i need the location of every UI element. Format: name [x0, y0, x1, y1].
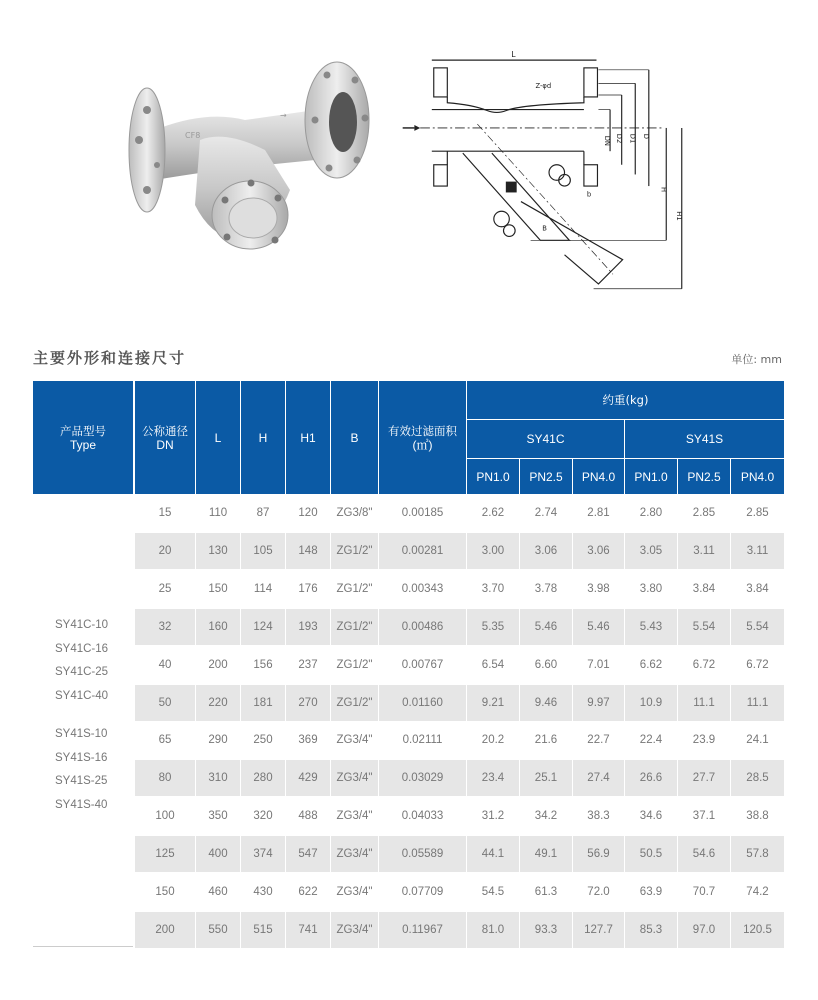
cell-weight: 3.06 — [573, 533, 624, 569]
cell-weight: 3.06 — [520, 533, 572, 569]
cell-h1: 176 — [298, 582, 318, 595]
header-pn: PN4.0 — [573, 459, 624, 494]
svg-text:b: b — [586, 190, 592, 199]
cell-weight: 2.74 — [534, 507, 558, 519]
svg-text:CF8: CF8 — [185, 131, 201, 140]
cell-dn: 50 — [135, 685, 195, 721]
cell-weight: 120.5 — [731, 912, 784, 948]
header-l: L — [196, 381, 240, 494]
cell-weight: 70.7 — [692, 886, 716, 898]
header-group-sy41c: SY41C — [467, 420, 624, 458]
cell-weight: 34.2 — [534, 810, 558, 823]
cell-l: 460 — [208, 886, 228, 898]
cell-weight: 63.9 — [639, 886, 663, 898]
cell-area: 0.00343 — [401, 582, 444, 595]
cell-h: 515 — [241, 912, 285, 948]
type-item: SY41S-25 — [55, 775, 108, 787]
header-b: B — [331, 381, 378, 494]
cell-weight: 9.21 — [467, 685, 519, 721]
cell-weight: 127.7 — [573, 912, 624, 948]
cell-dn: 125 — [135, 836, 195, 872]
cell-dn: 32 — [135, 609, 195, 645]
cell-area: 0.01160 — [379, 685, 466, 721]
cell-weight: 28.5 — [731, 760, 784, 796]
header-h: H — [241, 381, 285, 494]
cell-h1: 148 — [286, 533, 330, 569]
cell-weight: 31.2 — [481, 810, 505, 823]
table-row — [33, 722, 784, 758]
cell-h: 156 — [253, 658, 273, 671]
cell-weight: 49.1 — [520, 836, 572, 872]
cell-h: 181 — [241, 685, 285, 721]
cell-dn: 15 — [158, 507, 172, 519]
cell-weight: 9.46 — [520, 685, 572, 721]
cell-h: 114 — [253, 582, 273, 595]
svg-text:D: D — [641, 133, 650, 139]
cell-h1: 547 — [286, 836, 330, 872]
table-row — [33, 609, 784, 645]
type-item: SY41S-10 — [55, 728, 108, 740]
cell-dn: 65 — [158, 734, 172, 747]
header-pn: PN4.0 — [731, 459, 784, 494]
cell-h1: 369 — [298, 734, 318, 747]
cell-weight: 20.2 — [481, 734, 505, 747]
cell-weight: 57.8 — [731, 836, 784, 872]
cell-weight: 7.01 — [587, 658, 610, 671]
dimension-drawing — [395, 45, 705, 300]
cell-weight: 11.1 — [678, 685, 730, 721]
type-item: SY41S-16 — [55, 751, 108, 764]
cell-area: 0.05589 — [379, 836, 466, 872]
cell-weight: 5.54 — [731, 609, 784, 645]
cell-h1: 741 — [286, 912, 330, 948]
header-pn: PN2.5 — [520, 459, 572, 494]
cell-weight: 22.4 — [639, 734, 663, 747]
cell-l: 160 — [196, 609, 240, 645]
cell-h: 87 — [256, 507, 270, 519]
table-row — [33, 685, 784, 721]
cell-b: ZG3/4" — [331, 912, 378, 948]
cell-weight: 10.9 — [625, 685, 677, 721]
cell-dn: 200 — [135, 912, 195, 948]
cell-area: 0.00281 — [379, 533, 466, 569]
header-type: 产品型号 Type — [33, 381, 133, 494]
cell-h1: 237 — [298, 658, 318, 671]
cell-weight: 23.4 — [467, 760, 519, 796]
cell-h1: 193 — [286, 609, 330, 645]
cell-weight: 3.00 — [467, 533, 519, 569]
cell-h1: 622 — [298, 886, 318, 898]
svg-text:Z-φd: Z-φd — [535, 82, 552, 91]
cell-weight: 3.84 — [746, 582, 769, 595]
cell-h: 105 — [241, 533, 285, 569]
header-pn: PN2.5 — [678, 459, 730, 494]
unit-label: 单位: mm — [731, 353, 782, 366]
cell-b: ZG1/2" — [331, 685, 378, 721]
cell-b: ZG3/4" — [331, 836, 378, 872]
cell-area: 0.07709 — [401, 886, 444, 898]
cell-weight: 6.72 — [692, 658, 716, 671]
cell-h: 250 — [253, 734, 273, 747]
cell-weight: 85.3 — [625, 912, 677, 948]
cell-weight: 25.1 — [520, 760, 572, 796]
cell-weight: 21.6 — [534, 734, 558, 747]
svg-text:DN: DN — [603, 135, 612, 146]
cell-dn: 20 — [135, 533, 195, 569]
cell-weight: 23.9 — [692, 734, 716, 747]
header-pn: PN1.0 — [467, 459, 519, 494]
cell-h: 320 — [253, 810, 273, 823]
cell-l: 310 — [196, 760, 240, 796]
cell-weight: 93.3 — [520, 912, 572, 948]
cell-b: ZG1/2" — [336, 582, 373, 595]
divider — [33, 946, 133, 947]
cell-weight: 6.62 — [639, 658, 663, 671]
cell-weight: 9.97 — [573, 685, 624, 721]
type-item: SY41C-16 — [55, 642, 109, 655]
cell-weight: 2.81 — [587, 507, 610, 519]
cell-weight: 6.60 — [534, 658, 558, 671]
cell-h1: 488 — [298, 810, 318, 823]
table-row — [33, 874, 784, 910]
cell-h: 124 — [241, 609, 285, 645]
cell-h1: 429 — [286, 760, 330, 796]
cell-b: ZG1/2" — [331, 609, 378, 645]
cell-area: 0.00767 — [401, 658, 444, 671]
cell-h: 374 — [241, 836, 285, 872]
type-item: SY41S-40 — [55, 798, 108, 811]
header-weight: 约重(kg) — [467, 381, 784, 419]
table-row — [33, 760, 784, 796]
type-item: SY41C-40 — [55, 689, 109, 702]
cell-weight: 3.70 — [481, 582, 505, 595]
cell-area: 0.00486 — [379, 609, 466, 645]
cell-l: 150 — [208, 582, 228, 595]
svg-text:B: B — [542, 224, 547, 233]
svg-text:H: H — [659, 187, 668, 193]
cell-weight: 5.46 — [573, 609, 624, 645]
svg-text:D2: D2 — [614, 133, 623, 144]
cell-weight: 5.54 — [678, 609, 730, 645]
header-pn: PN1.0 — [625, 459, 677, 494]
cell-weight: 56.9 — [573, 836, 624, 872]
header-filter-area: 有效过滤面积 (㎡) — [379, 381, 466, 494]
cell-weight: 6.54 — [481, 658, 505, 671]
cell-b: ZG3/4" — [336, 734, 373, 747]
cell-weight: 44.1 — [467, 836, 519, 872]
cell-weight: 3.84 — [692, 582, 716, 595]
cell-dn: 100 — [155, 810, 175, 823]
table-row — [33, 647, 784, 683]
cell-b: ZG3/8" — [336, 507, 373, 519]
cell-dn: 150 — [155, 886, 175, 898]
cell-weight: 11.1 — [731, 685, 784, 721]
cell-l: 110 — [208, 507, 228, 519]
cell-weight: 74.2 — [746, 886, 769, 898]
header-dn: 公称通径 DN — [135, 381, 195, 494]
cell-b: ZG3/4" — [331, 760, 378, 796]
cell-h1: 270 — [286, 685, 330, 721]
svg-text:L: L — [511, 50, 516, 60]
header-group-sy41s: SY41S — [625, 420, 784, 458]
cell-l: 290 — [208, 734, 228, 747]
cell-b: ZG1/2" — [336, 658, 373, 671]
type-item: SY41C-25 — [55, 666, 109, 678]
section-title: 主要外形和连接尺寸 — [33, 349, 187, 367]
svg-text:H1: H1 — [674, 211, 683, 221]
cell-weight: 6.72 — [746, 658, 769, 671]
cell-weight: 34.6 — [639, 810, 663, 823]
cell-weight: 5.35 — [467, 609, 519, 645]
cell-l: 220 — [196, 685, 240, 721]
table-row — [33, 533, 784, 569]
cell-weight: 5.46 — [520, 609, 572, 645]
product-photo — [115, 40, 375, 270]
cell-weight: 3.11 — [678, 533, 730, 569]
cell-weight: 54.5 — [481, 886, 505, 898]
cell-weight: 26.6 — [625, 760, 677, 796]
cell-weight: 27.4 — [573, 760, 624, 796]
svg-text:→: → — [280, 111, 287, 120]
cell-weight: 27.7 — [678, 760, 730, 796]
cell-l: 200 — [208, 658, 228, 671]
cell-area: 0.11967 — [379, 912, 466, 948]
cell-l: 400 — [196, 836, 240, 872]
cell-weight: 3.05 — [625, 533, 677, 569]
cell-area: 0.04033 — [401, 810, 444, 823]
svg-text:D1: D1 — [628, 133, 637, 144]
cell-weight: 2.85 — [692, 507, 716, 519]
cell-weight: 61.3 — [534, 886, 558, 898]
cell-b: ZG3/4" — [336, 886, 373, 898]
cell-weight: 97.0 — [678, 912, 730, 948]
cell-l: 130 — [196, 533, 240, 569]
cell-weight: 22.7 — [587, 734, 610, 747]
cell-weight: 3.78 — [534, 582, 558, 595]
cell-weight: 54.6 — [678, 836, 730, 872]
cell-dn: 25 — [158, 582, 172, 595]
cell-weight: 38.8 — [746, 810, 769, 823]
cell-weight: 81.0 — [467, 912, 519, 948]
cell-weight: 50.5 — [625, 836, 677, 872]
cell-area: 0.00185 — [401, 507, 444, 519]
table-row — [33, 798, 784, 834]
cell-weight: 3.98 — [587, 582, 610, 595]
cell-area: 0.03029 — [379, 760, 466, 796]
cell-h1: 120 — [298, 507, 318, 519]
cell-weight: 3.80 — [639, 582, 663, 595]
cell-weight: 72.0 — [587, 886, 610, 898]
cell-weight: 2.80 — [639, 507, 663, 519]
cell-b: ZG3/4" — [336, 810, 373, 823]
table-row — [33, 836, 784, 872]
type-item: SY41C-10 — [55, 619, 109, 631]
cell-b: ZG1/2" — [331, 533, 378, 569]
cell-h: 430 — [253, 886, 273, 898]
cell-weight: 2.85 — [746, 507, 769, 519]
cell-weight: 24.1 — [746, 734, 769, 747]
cell-dn: 40 — [158, 658, 172, 671]
cell-weight: 38.3 — [587, 810, 610, 823]
table-row — [33, 571, 784, 607]
table-row — [33, 912, 784, 948]
header-h1: H1 — [286, 381, 330, 494]
cell-l: 550 — [196, 912, 240, 948]
cell-area: 0.02111 — [402, 734, 443, 747]
cell-weight: 3.11 — [731, 533, 784, 569]
table-row — [33, 495, 784, 531]
cell-dn: 80 — [135, 760, 195, 796]
cell-weight: 37.1 — [692, 810, 716, 823]
cell-l: 350 — [208, 810, 228, 823]
cell-weight: 5.43 — [625, 609, 677, 645]
cell-weight: 2.62 — [481, 507, 505, 519]
cell-h: 280 — [241, 760, 285, 796]
